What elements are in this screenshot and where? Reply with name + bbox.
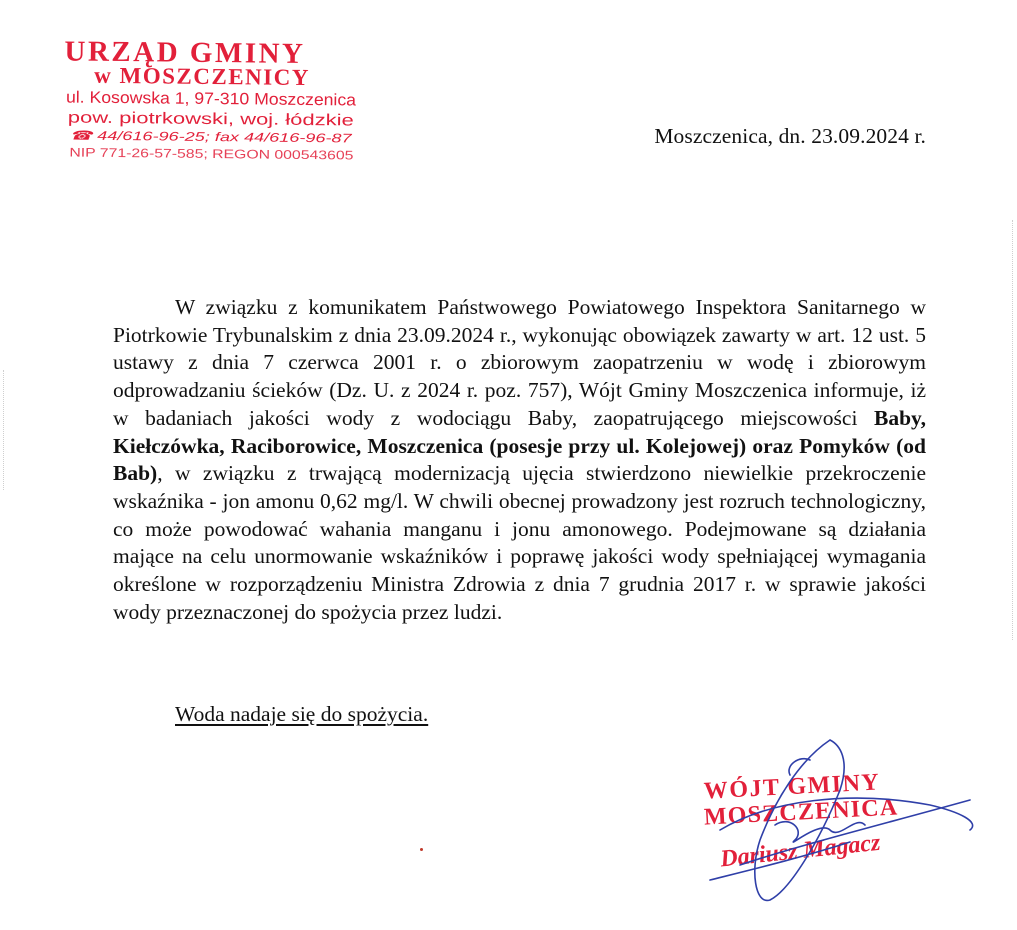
announcement-body: [113, 294, 926, 626]
mayor-signature-graphic: [680, 730, 990, 910]
stamp-line-4: pow. piotrkowski, woj. łódzkie: [67, 109, 276, 129]
stamp-line-2: w MOSZCZENICY: [94, 62, 311, 91]
signature-stamp-name: Dariusz Magacz: [719, 829, 882, 873]
scan-speck: [420, 848, 423, 851]
stamp-line-6: NIP 771-26-57-585; REGON 000543605: [69, 145, 295, 162]
scan-edge-marks: [1012, 220, 1014, 640]
office-stamp: [57, 34, 368, 165]
signature-stamp-title-1: WÓJT GMINY: [703, 769, 881, 805]
place-date-line: Moszczenica, dn. 23.09.2024 r.: [654, 124, 926, 148]
water-fit-statement: Woda nadaje się do spożycia.: [175, 702, 429, 726]
stamp-line-1: URZĄD GMINY: [64, 35, 306, 70]
affected-localities: Baby, Kiełczówka, Raciborowice, Moszczenica (posesje przy ul. Kolejowej) oraz Pomyków (od Bab): [113, 405, 926, 486]
announcement-paragraph: [113, 294, 926, 626]
scan-edge-marks: [3, 370, 5, 490]
stamp-line-5: ☎ 44/616-96-25; fax 44/616-96-87: [69, 128, 265, 145]
mayor-signature-block: [680, 730, 990, 910]
stamp-line-3: ul. Kosowska 1, 97-310 Moszczenica: [65, 88, 338, 110]
signature-stamp-title-2: MOSZCZENICA: [703, 794, 899, 831]
body-text-part-1: W związku z komunikatem Państwowego Powiatowego Inspektora Sanitarnego w Piotrkowie Trybunalskim z dnia 23.09.2024 r., wykonując obowiązek zawarty w art. 12 ust. 5 ustawy z dnia 7 czerwca 2001 r. o zbiorowym zaopatrzeniu w wodę i zbiorowym odprowadzaniu ścieków (Dz. U. z 2024 r. poz. 757), Wójt Gminy Moszczenica informuje, iż w badaniach jakości wody z wodociągu Baby, zaopatrującego miejscowości: [113, 295, 926, 430]
office-stamp-graphic: [57, 34, 368, 165]
body-text-part-2: , w związku z trwającą modernizacją ujęcia stwierdzono niewielkie przekroczenie wskaźnika - jon amonu 0,62 mg/l. W chwili obecnej prowadzony jest rozruch technologiczny, co może powodować wahania manganu i jonu amonowego. Podejmowane są działania mające na celu unormowanie wskaźników i poprawę jakości wody spełniającej wymagania określone w rozporządzeniu Ministra Zdrowia z dnia 7 grudnia 2017 r. w sprawie jakości wody przeznaczonej do spożycia przez ludzi.: [113, 461, 926, 624]
